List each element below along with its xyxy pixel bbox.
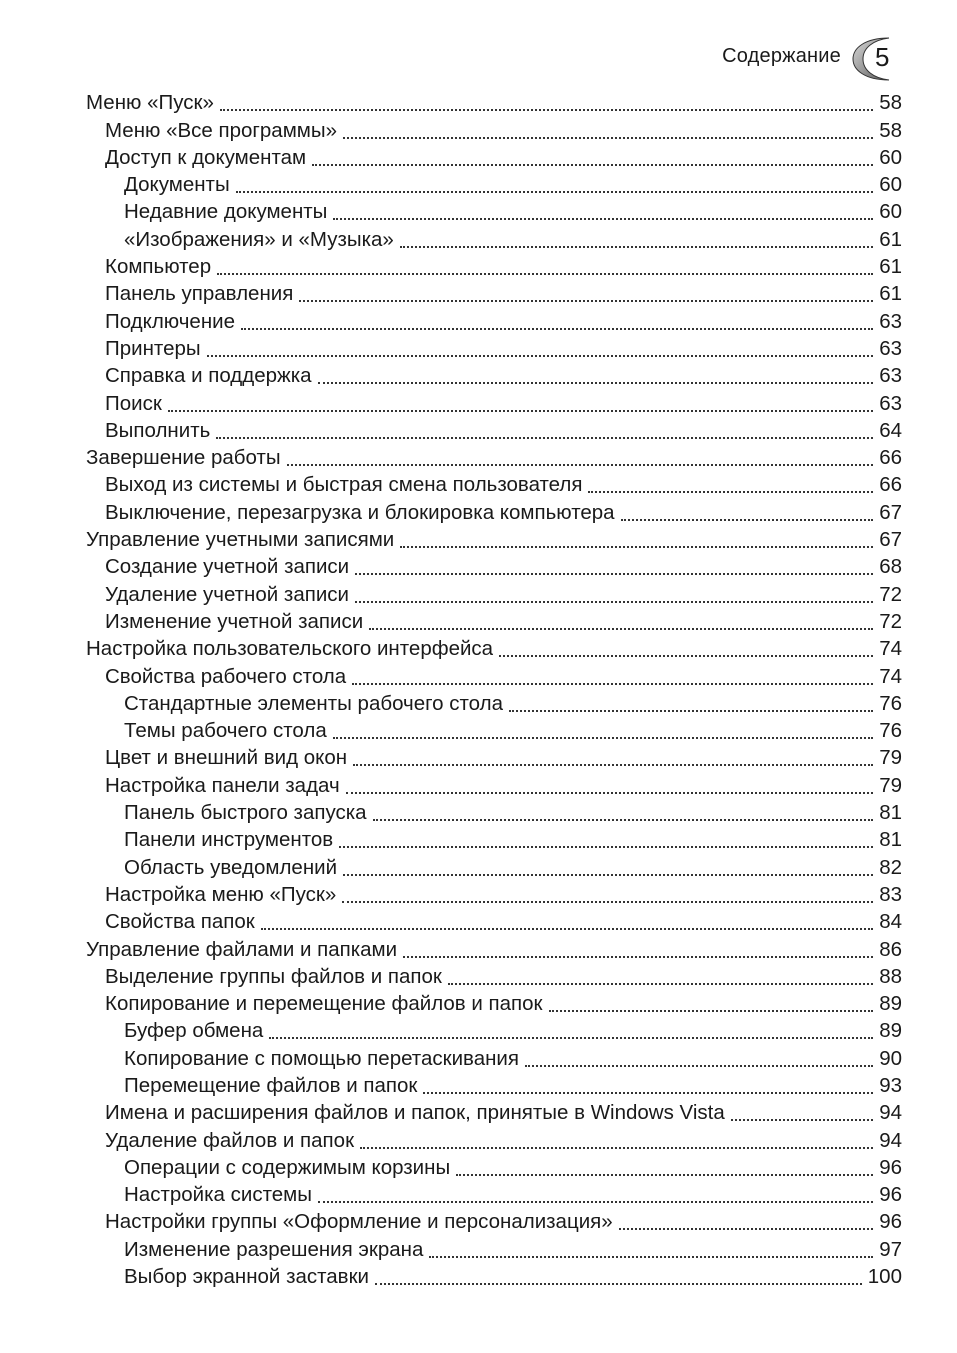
toc-entry-title: Доступ к документам bbox=[105, 145, 307, 169]
toc-entry-page: 67 bbox=[879, 528, 902, 552]
toc-entry-title: Компьютер bbox=[105, 255, 212, 279]
toc-entry bbox=[86, 880, 902, 907]
toc-entry bbox=[86, 798, 902, 825]
toc-entry-title: Цвет и внешний вид окон bbox=[105, 746, 348, 770]
dot-leader bbox=[346, 782, 874, 794]
toc-entry-title: Область уведомлений bbox=[124, 855, 338, 879]
toc-entry bbox=[86, 716, 902, 743]
toc-entry bbox=[86, 607, 902, 634]
dot-leader bbox=[207, 345, 874, 357]
toc-entry-page: 97 bbox=[879, 1237, 902, 1261]
toc-entry-page: 61 bbox=[879, 227, 902, 251]
toc-entry bbox=[86, 306, 902, 333]
dot-leader bbox=[403, 946, 873, 958]
toc-entry-title: Завершение работы bbox=[86, 446, 281, 470]
toc-entry-page: 58 bbox=[879, 118, 902, 142]
toc-entry bbox=[86, 88, 902, 115]
toc-entry-title: Документы bbox=[124, 173, 230, 197]
toc-entry bbox=[86, 579, 902, 606]
dot-leader bbox=[525, 1055, 873, 1067]
toc-entry bbox=[86, 770, 902, 797]
dot-leader bbox=[448, 973, 873, 985]
toc-entry-page: 74 bbox=[879, 664, 902, 688]
toc-entry-title: Настройка системы bbox=[124, 1183, 312, 1207]
toc-entry bbox=[86, 1071, 902, 1098]
toc-entry-title: Панель быстрого запуска bbox=[124, 801, 367, 825]
dot-leader bbox=[342, 891, 873, 903]
dot-leader bbox=[369, 618, 873, 630]
toc-entry-page: 63 bbox=[879, 391, 902, 415]
toc-entry-page: 96 bbox=[879, 1210, 902, 1234]
toc-entry-title: Настройка меню «Пуск» bbox=[105, 882, 337, 906]
dot-leader bbox=[318, 372, 874, 384]
toc-entry bbox=[86, 552, 902, 579]
toc-entry-title: Панель управления bbox=[105, 282, 294, 306]
toc-entry bbox=[86, 1125, 902, 1152]
dot-leader bbox=[499, 645, 873, 657]
dot-leader bbox=[312, 154, 873, 166]
toc-entry-title: Поиск bbox=[105, 391, 162, 415]
toc-entry-page: 60 bbox=[879, 173, 902, 197]
toc-entry bbox=[86, 661, 902, 688]
toc-entry bbox=[86, 170, 902, 197]
toc-entry bbox=[86, 224, 902, 251]
toc-entry-title: Копирование с помощью перетаскивания bbox=[124, 1046, 519, 1070]
toc-entry-page: 100 bbox=[867, 1265, 902, 1289]
toc-entry bbox=[86, 497, 902, 524]
toc-entry-page: 63 bbox=[879, 364, 902, 388]
page-number: 5 bbox=[875, 42, 890, 72]
toc-entry bbox=[86, 825, 902, 852]
toc-entry bbox=[86, 962, 902, 989]
dot-leader bbox=[355, 591, 873, 603]
running-header-title: Содержание bbox=[722, 44, 841, 67]
dot-leader bbox=[217, 263, 873, 275]
toc-entry-page: 96 bbox=[879, 1155, 902, 1179]
dot-leader bbox=[318, 1191, 873, 1203]
toc-entry-title: Выход из системы и быстрая смена пользователя bbox=[105, 473, 583, 497]
toc-entry bbox=[86, 197, 902, 224]
toc-entry bbox=[86, 525, 902, 552]
toc-entry-page: 90 bbox=[879, 1046, 902, 1070]
toc-entry-page: 58 bbox=[879, 91, 902, 115]
toc-entry-title: Управление учетными записями bbox=[86, 528, 395, 552]
toc-entry-page: 76 bbox=[879, 691, 902, 715]
dot-leader bbox=[509, 700, 873, 712]
toc-entry bbox=[86, 279, 902, 306]
toc-entry-page: 61 bbox=[879, 255, 902, 279]
toc-entry-page: 76 bbox=[879, 719, 902, 743]
toc-entry-title: Настройка пользовательского интерфейса bbox=[86, 637, 494, 661]
toc-entry-title: Изменение учетной записи bbox=[105, 609, 364, 633]
toc-entry bbox=[86, 1043, 902, 1070]
toc-entry bbox=[86, 634, 902, 661]
toc-entry-page: 94 bbox=[879, 1128, 902, 1152]
toc-entry-page: 89 bbox=[879, 992, 902, 1016]
dot-leader bbox=[400, 536, 873, 548]
dot-leader bbox=[333, 727, 873, 739]
toc-entry-page: 72 bbox=[879, 609, 902, 633]
dot-leader bbox=[299, 290, 873, 302]
toc-entry-page: 67 bbox=[879, 500, 902, 524]
dot-leader bbox=[343, 864, 873, 876]
toc-entry bbox=[86, 1153, 902, 1180]
dot-leader bbox=[429, 1246, 873, 1258]
dot-leader bbox=[355, 563, 873, 575]
dot-leader bbox=[360, 1137, 873, 1149]
toc-entry-title: Выключение, перезагрузка и блокировка компьютера bbox=[105, 500, 615, 524]
toc-entry bbox=[86, 852, 902, 879]
toc-entry-page: 63 bbox=[879, 336, 902, 360]
dot-leader bbox=[220, 99, 873, 111]
toc-entry bbox=[86, 1016, 902, 1043]
dot-leader bbox=[352, 673, 873, 685]
dot-leader bbox=[619, 1218, 874, 1230]
toc-entry-title: Удаление учетной записи bbox=[105, 582, 349, 606]
dot-leader bbox=[261, 918, 874, 930]
toc-entry-page: 81 bbox=[879, 828, 902, 852]
toc-entry bbox=[86, 416, 902, 443]
dot-leader bbox=[241, 318, 873, 330]
toc-entry-page: 84 bbox=[879, 910, 902, 934]
toc-entry bbox=[86, 443, 902, 470]
dot-leader bbox=[621, 509, 874, 521]
toc-entry-title: Свойства папок bbox=[105, 910, 255, 934]
toc-entry-title: Управление файлами и папками bbox=[86, 937, 398, 961]
dot-leader bbox=[373, 809, 874, 821]
toc-entry bbox=[86, 934, 902, 961]
toc-entry-page: 74 bbox=[879, 637, 902, 661]
toc-entry-title: Создание учетной записи bbox=[105, 555, 350, 579]
toc-entry-title: Копирование и перемещение файлов и папок bbox=[105, 992, 543, 1016]
toc-entry-page: 96 bbox=[879, 1183, 902, 1207]
toc-entry bbox=[86, 743, 902, 770]
toc-entry-page: 79 bbox=[879, 773, 902, 797]
dot-leader bbox=[343, 127, 873, 139]
dot-leader bbox=[400, 236, 873, 248]
page-header bbox=[722, 36, 905, 82]
toc-entry bbox=[86, 689, 902, 716]
toc-entry bbox=[86, 361, 902, 388]
dot-leader bbox=[216, 427, 873, 439]
toc-entry-page: 79 bbox=[879, 746, 902, 770]
toc-entry bbox=[86, 115, 902, 142]
toc-entry-title: Выполнить bbox=[105, 418, 211, 442]
toc-entry-page: 64 bbox=[879, 418, 902, 442]
toc-entry bbox=[86, 252, 902, 279]
toc-entry-page: 68 bbox=[879, 555, 902, 579]
toc-entry bbox=[86, 907, 902, 934]
toc-entry-title: Меню «Пуск» bbox=[86, 91, 214, 115]
toc-entry-title: Изменение разрешения экрана bbox=[124, 1237, 424, 1261]
toc-entry-title: Настройка панели задач bbox=[105, 773, 340, 797]
toc-entry-page: 66 bbox=[879, 473, 902, 497]
page-number-badge bbox=[849, 36, 905, 82]
toc-entry-page: 89 bbox=[879, 1019, 902, 1043]
toc-entry bbox=[86, 143, 902, 170]
dot-leader bbox=[375, 1273, 862, 1285]
toc-entry bbox=[86, 1234, 902, 1261]
toc-entry-title: Операции с содержимым корзины bbox=[124, 1155, 451, 1179]
dot-leader bbox=[423, 1082, 873, 1094]
toc-entry-title: Недавние документы bbox=[124, 200, 328, 224]
toc-entry-title: Перемещение файлов и папок bbox=[124, 1073, 418, 1097]
dot-leader bbox=[168, 400, 873, 412]
toc-entry-title: Настройки группы «Оформление и персонализация» bbox=[105, 1210, 613, 1234]
toc-entry-page: 86 bbox=[879, 937, 902, 961]
toc-entry-page: 93 bbox=[879, 1073, 902, 1097]
toc-entry-page: 94 bbox=[879, 1101, 902, 1125]
toc-entry-title: Имена и расширения файлов и папок, принятые в Windows Vista bbox=[105, 1101, 725, 1125]
toc-entry-title: Справка и поддержка bbox=[105, 364, 312, 388]
toc-entry-title: Выбор экранной заставки bbox=[124, 1265, 369, 1289]
toc-entry bbox=[86, 1098, 902, 1125]
dot-leader bbox=[353, 754, 873, 766]
dot-leader bbox=[339, 836, 873, 848]
toc-entry-title: Удаление файлов и папок bbox=[105, 1128, 355, 1152]
toc-entry-title: Меню «Все программы» bbox=[105, 118, 338, 142]
toc-entry bbox=[86, 1180, 902, 1207]
toc-entry-title: Стандартные элементы рабочего стола bbox=[124, 691, 503, 715]
toc-entry bbox=[86, 334, 902, 361]
toc-entry-title: Панели инструментов bbox=[124, 828, 334, 852]
toc-entry bbox=[86, 1262, 902, 1289]
dot-leader bbox=[236, 181, 874, 193]
toc-entry-title: Принтеры bbox=[105, 336, 201, 360]
toc-entry-title: Буфер обмена bbox=[124, 1019, 264, 1043]
table-of-contents bbox=[86, 88, 902, 1289]
toc-entry-page: 88 bbox=[879, 964, 902, 988]
toc-entry-title: Темы рабочего стола bbox=[124, 719, 327, 743]
toc-entry bbox=[86, 989, 902, 1016]
dot-leader bbox=[333, 208, 873, 220]
toc-entry-page: 60 bbox=[879, 200, 902, 224]
toc-entry bbox=[86, 388, 902, 415]
toc-entry-title: «Изображения» и «Музыка» bbox=[124, 227, 394, 251]
toc-entry-page: 81 bbox=[879, 801, 902, 825]
toc-entry-page: 63 bbox=[879, 309, 902, 333]
toc-entry-title: Выделение группы файлов и папок bbox=[105, 964, 442, 988]
toc-entry-page: 82 bbox=[879, 855, 902, 879]
toc-entry-title: Свойства рабочего стола bbox=[105, 664, 347, 688]
toc-entry-page: 72 bbox=[879, 582, 902, 606]
toc-entry bbox=[86, 1207, 902, 1234]
dot-leader bbox=[731, 1109, 873, 1121]
dot-leader bbox=[549, 1000, 874, 1012]
toc-entry-title: Подключение bbox=[105, 309, 235, 333]
toc-entry bbox=[86, 470, 902, 497]
toc-entry-page: 83 bbox=[879, 882, 902, 906]
dot-leader bbox=[287, 454, 874, 466]
toc-entry-page: 61 bbox=[879, 282, 902, 306]
dot-leader bbox=[456, 1164, 873, 1176]
toc-entry-page: 66 bbox=[879, 446, 902, 470]
toc-entry-page: 60 bbox=[879, 145, 902, 169]
dot-leader bbox=[269, 1027, 873, 1039]
dot-leader bbox=[588, 481, 873, 493]
